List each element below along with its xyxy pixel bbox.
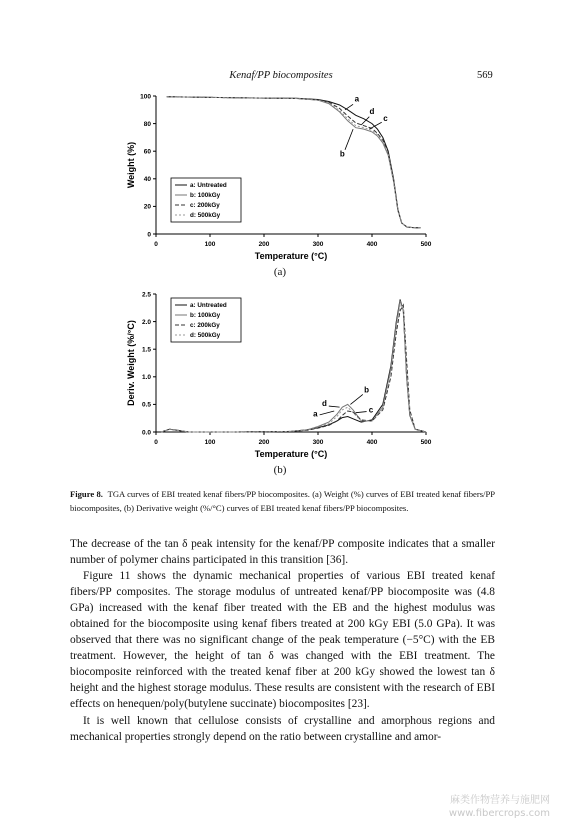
paragraph: Figure 11 shows the dynamic mechanical properties of various EBI treated kenaf fibers/PP composites. The storage modulus of untreated kenaf/PP biocomposite was (4.8 GPa) increased with the kenaf fiber treated with the EB and the highest modulus was obtained for the biocomposite using kenaf fibers treated at 200 kGy EBI (5.0 GPa). It was observed that there was no significant change of the peak temperature (−5°C) with the EB treatment. However, the height of tan δ was changed with the EBI treatment. The biocomposite reinforced with the treated kenaf fiber at 200 kGy showed the lowest tan δ height and the highest storage modulus. These results are consistent with the research of EBI effects on henequen/poly(butylene succinate) biocomposites [23]. [70,570,495,711]
figure-caption [70,488,495,515]
y-tick-label: 0.0 [141,429,151,437]
annotation-leader [345,129,353,150]
annotation-leader [320,411,335,415]
x-tick-label: 300 [312,241,324,248]
x-tick-label: 400 [366,241,378,248]
legend-entry: a: Untreated [190,182,227,189]
y-tick-label: 100 [140,93,151,101]
x-tick-label: 0 [154,439,158,446]
annotation-label: a [354,94,360,104]
watermark-line: 麻类作物营养与施肥网 [450,795,550,806]
legend-entry: d: 500kGy [190,332,221,339]
legend-entry: b: 100kGy [190,312,221,319]
page-number: 569 [477,70,493,81]
y-axis-label: Deriv. Weight (%/°C) [126,320,136,406]
annotation-leader [356,412,367,413]
x-tick-label: 100 [204,439,216,446]
paragraph: It is well known that cellulose consists of crystalline and amorphous regions and mechanical properties strongly depend on the ratio between crystalline and amor- [70,714,495,743]
y-axis-label: Weight (%) [126,141,136,189]
annotation-label: d [322,399,327,409]
x-tick-label: 200 [258,439,270,446]
x-tick-label: 0 [154,241,158,248]
tga-weight-chart [120,86,450,264]
x-tick-label: 200 [258,241,270,248]
legend-entry: c: 200kGy [190,202,220,209]
y-tick-label: 2.0 [141,318,151,326]
watermark-line: www.fibercrops.com [448,808,550,819]
annotation-leader [350,394,362,404]
annotation-label: d [369,106,375,116]
annotation-label: c [383,113,388,123]
y-tick-label: 1.0 [141,374,151,382]
y-tick-label: 80 [143,120,151,128]
panel-b-label: (b) [273,464,287,476]
y-tick-label: 20 [143,203,151,211]
annotation-label: c [368,405,374,415]
caption-label: Figure 8. [70,489,103,499]
x-tick-label: 300 [312,439,324,446]
running-title: Kenaf/PP biocomposites [229,70,333,81]
watermark [449,794,550,820]
y-tick-label: 2.5 [141,291,151,299]
annotation-leader [329,406,340,407]
caption-text: TGA curves of EBI treated kenaf fibers/PP biocomposites. (a) Weight (%) curves of EBI treated kenaf fibers/PP biocomposites, (b) Derivative weight (%/°C) curves of EBI treated kenaf fibers/PP biocomposites. [70,489,495,513]
y-tick-label: 40 [143,176,151,184]
x-tick-label: 100 [204,241,216,248]
y-tick-label: 0 [147,231,151,239]
x-tick-label: 500 [420,439,432,446]
panel-a-label: (a) [273,266,287,278]
legend-entry: a: Untreated [190,302,227,309]
legend-entry: d: 500kGy [190,212,221,219]
y-tick-label: 0.5 [141,401,151,409]
x-tick-label: 400 [366,439,378,446]
legend-entry: b: 100kGy [190,192,221,199]
annotation-leader [345,104,353,110]
x-axis-label: Temperature (°C) [254,449,328,459]
y-tick-label: 1.5 [141,346,151,354]
y-tick-label: 60 [143,148,151,156]
legend-entry: c: 200kGy [190,322,220,329]
x-tick-label: 500 [420,241,432,248]
x-axis-label: Temperature (°C) [254,251,328,261]
paragraph: The decrease of the tan δ peak intensity for the kenaf/PP composite indicates that a smaller number of polymer chains participated in this transition [36]. [70,538,495,567]
annotation-label: b [364,385,370,395]
body-text [70,536,495,745]
annotation-label: a [313,409,318,419]
annotation-label: b [339,149,345,159]
tga-derivative-chart [120,284,450,462]
